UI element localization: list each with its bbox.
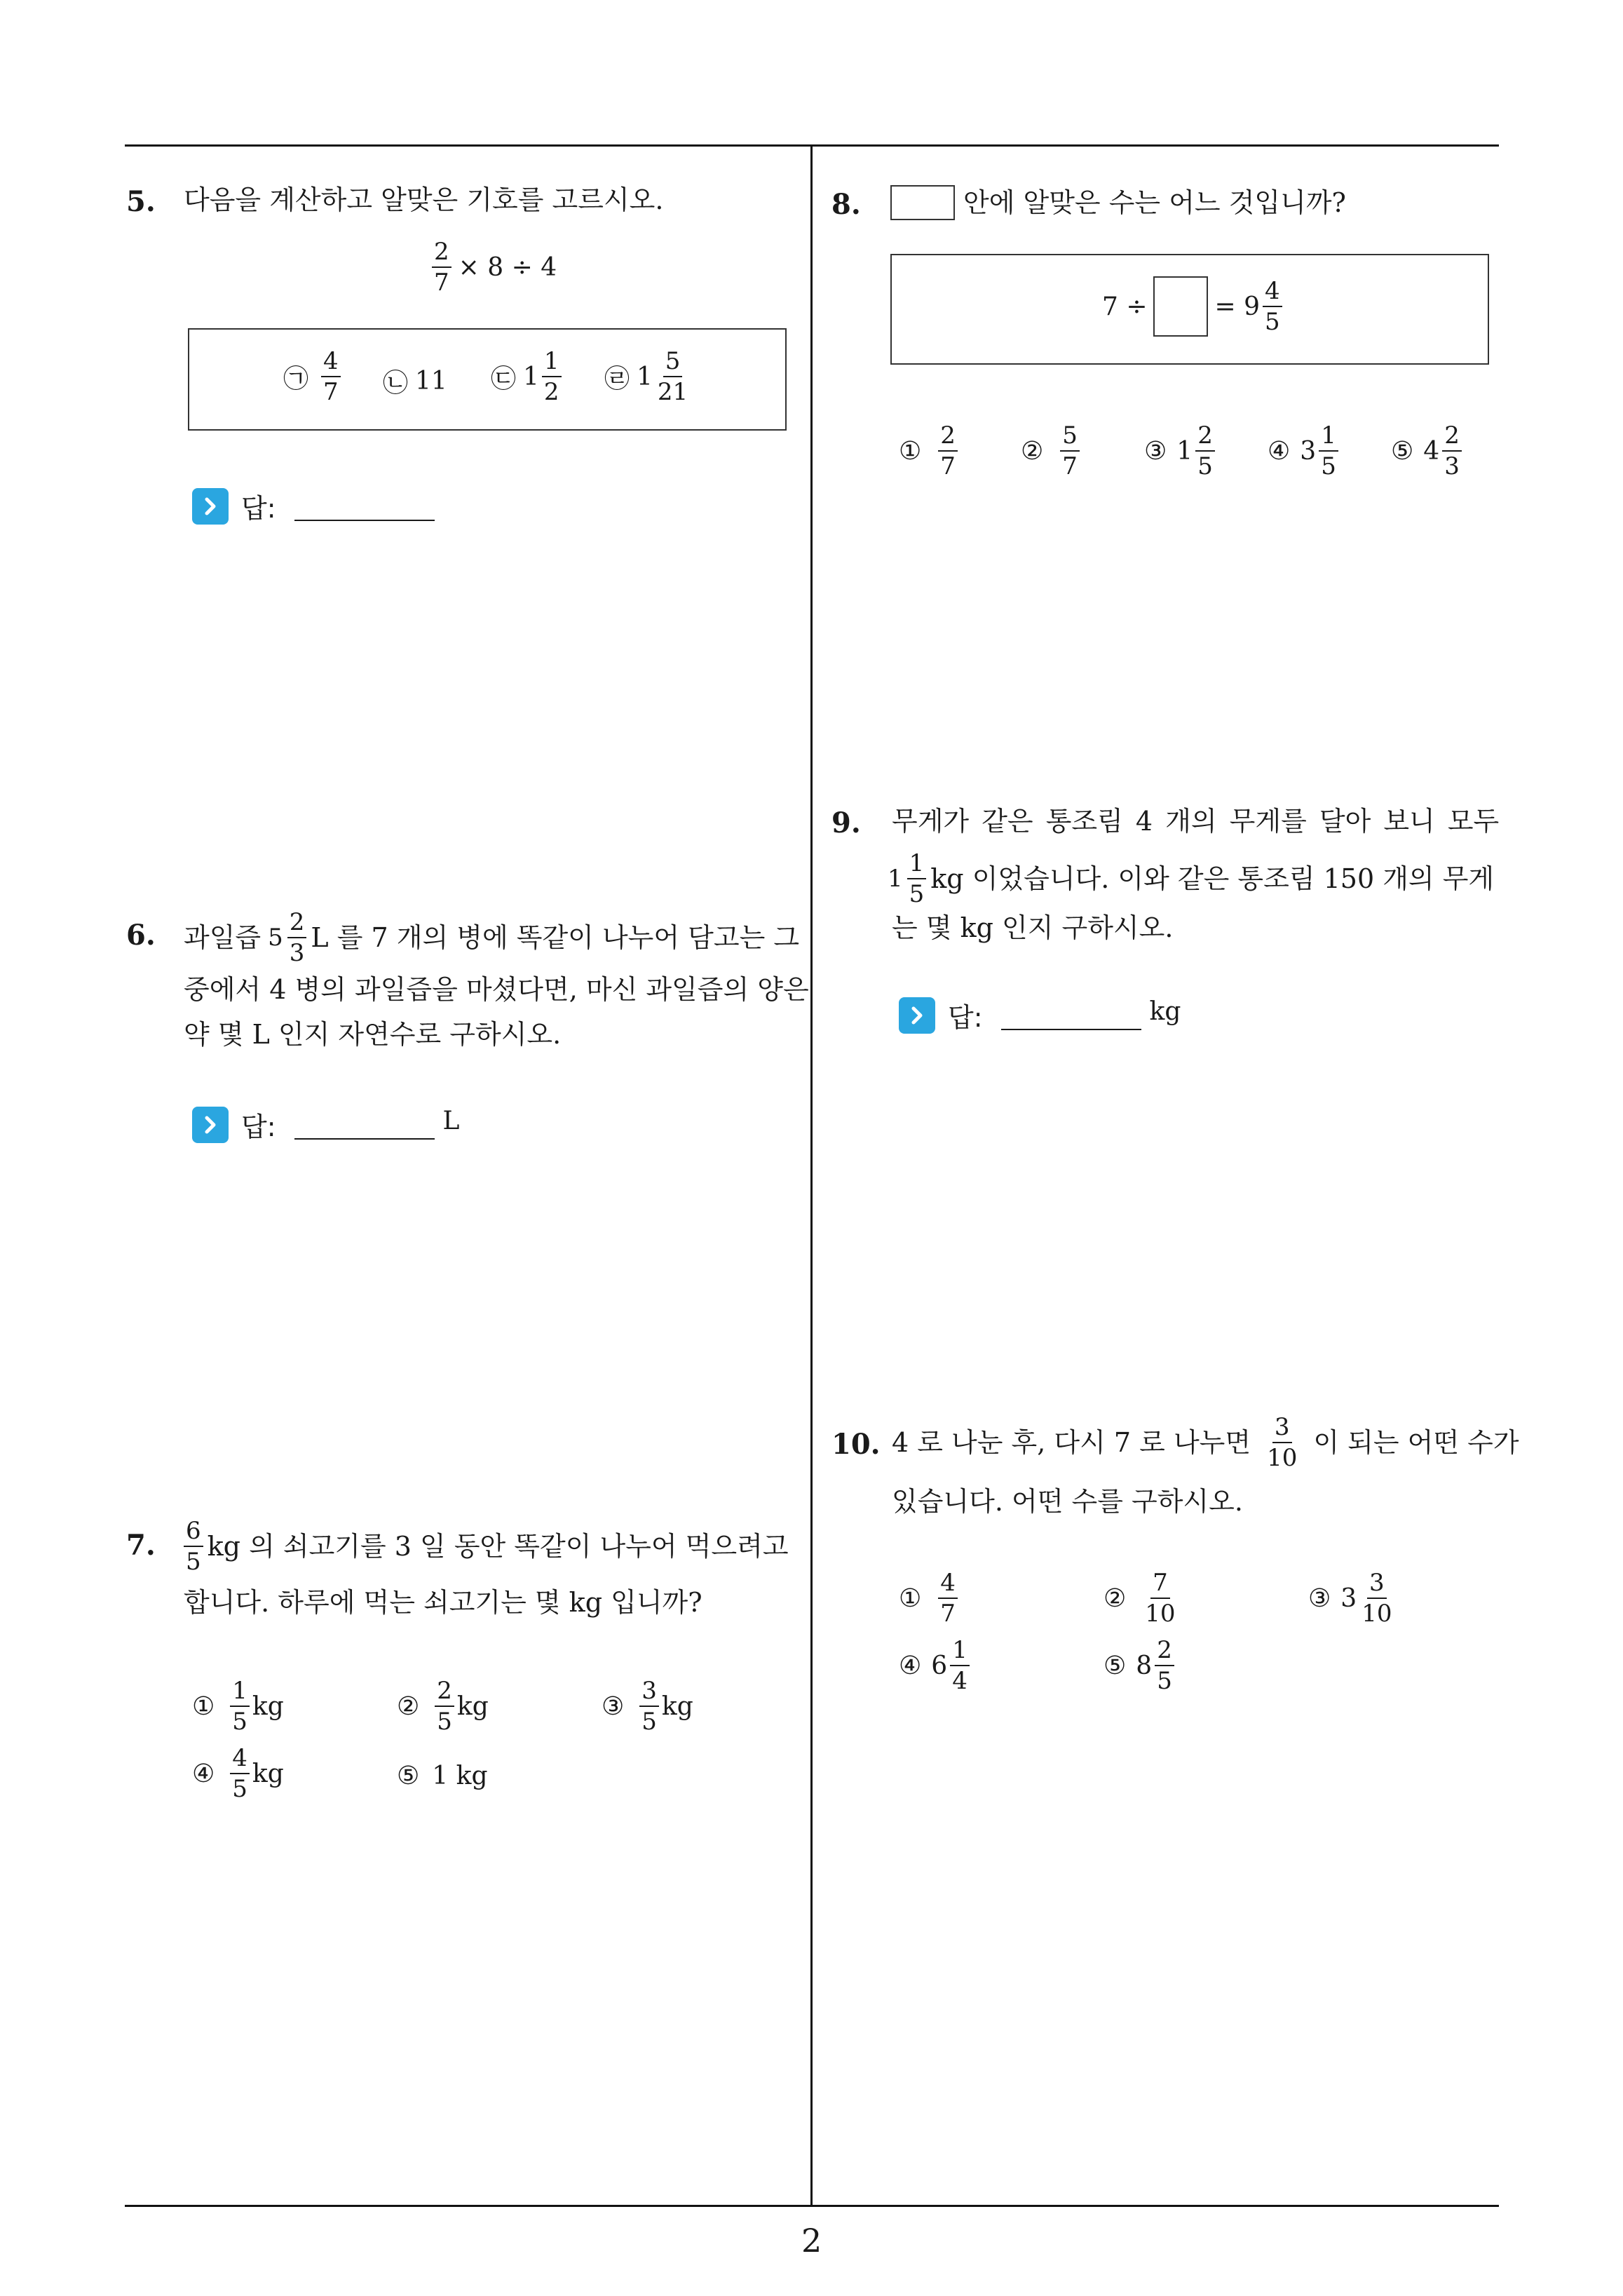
denominator: 7 (323, 378, 339, 406)
q5-option-1[interactable] (283, 348, 344, 405)
option-mark: ㉣ (604, 364, 630, 393)
q8-option-5[interactable] (1391, 422, 1465, 480)
numerator: 2 (435, 1677, 454, 1707)
chevron-right-icon (192, 488, 229, 525)
option-whole: 1 (1176, 436, 1193, 466)
q7-option-2[interactable] (397, 1677, 489, 1735)
q8-equation (1102, 276, 1285, 337)
q8-option-3[interactable] (1144, 422, 1218, 480)
answer-label: 답: (948, 1002, 983, 1033)
q10-fraction (1265, 1414, 1299, 1471)
denominator: 4 (952, 1667, 967, 1695)
q8-eq-fraction (1263, 278, 1282, 335)
q6-line1-post: L 를 7 개의 병에 똑같이 나누어 담고는 그 (311, 922, 800, 953)
q10-option-2[interactable] (1103, 1569, 1181, 1627)
option-unit: kg (661, 1691, 693, 1721)
option-fraction (1195, 422, 1215, 480)
q9-answer (899, 996, 1181, 1034)
numerator: 3 (639, 1677, 659, 1707)
numerator: 1 (230, 1677, 250, 1707)
option-fraction (435, 1677, 454, 1735)
option-fraction (938, 1569, 958, 1627)
option-mark: ③ (1144, 436, 1167, 466)
q9-line3: 는 몇 kg 인지 구하시오. (892, 912, 1174, 943)
option-mark: ① (899, 1583, 922, 1613)
option-whole: 8 (1136, 1651, 1153, 1680)
denominator: 3 (1444, 452, 1460, 480)
q6-answer (192, 1105, 459, 1144)
option-fraction (938, 422, 958, 480)
option-mark: ⑤ (1391, 436, 1414, 466)
option-fraction (230, 1745, 250, 1802)
option-unit: kg (456, 1691, 489, 1721)
option-whole: 1 (523, 362, 539, 391)
q5-option-2[interactable] (383, 363, 447, 399)
q10-option-5[interactable] (1103, 1637, 1177, 1694)
q5-option-3[interactable] (491, 348, 564, 405)
option-mark: ㉠ (283, 364, 309, 393)
q5-expression (429, 238, 557, 296)
q5-answer (192, 487, 443, 525)
page-number: 2 (801, 2222, 822, 2260)
q9-line1: 무게가 같은 통조림 4 개의 무게를 달아 보니 모두 (892, 806, 1500, 837)
q7-line2: 합니다. 하루에 먹는 쇠고기는 몇 kg 입니까? (184, 1587, 702, 1618)
q8-eq-blank[interactable] (1153, 276, 1208, 337)
numerator: 1 (1319, 422, 1338, 452)
option-whole: 3 (1300, 436, 1317, 466)
q6-number: 6. (126, 919, 156, 952)
denominator: 5 (909, 880, 925, 908)
q8-eq-left: 7 ÷ (1102, 292, 1148, 321)
denominator: 7 (1062, 452, 1078, 480)
denominator: 21 (657, 378, 688, 406)
answer-label: 답: (241, 1112, 276, 1142)
chevron-right-icon (899, 997, 935, 1034)
option-whole: 3 (1340, 1583, 1357, 1613)
option-value: 1 kg (432, 1762, 488, 1790)
q5-options-box (188, 328, 787, 431)
option-fraction (542, 348, 562, 405)
q10-line2: 있습니다. 어떤 수를 구하시오. (892, 1486, 1243, 1517)
option-whole: 4 (1423, 436, 1440, 466)
q10-line1-pre: 4 로 나눈 후, 다시 7 로 나누면 (892, 1427, 1251, 1458)
numerator: 4 (230, 1745, 250, 1774)
numerator: 1 (950, 1637, 970, 1666)
option-unit: kg (252, 1691, 284, 1721)
denominator: 5 (1197, 452, 1213, 480)
numerator: 3 (1367, 1569, 1387, 1599)
q10-line1-post: 이 되는 어떤 수가 (1313, 1427, 1519, 1458)
q6-line1-pre: 과일즙 (184, 922, 262, 953)
denominator: 5 (437, 1708, 452, 1736)
option-fraction (950, 1637, 970, 1694)
q9-number: 9. (831, 806, 861, 839)
denominator: 5 (232, 1708, 247, 1736)
option-mark: ② (1021, 436, 1044, 466)
q5-answer-field[interactable] (294, 492, 435, 521)
q7-fraction (184, 1518, 203, 1575)
denominator: 7 (940, 452, 956, 480)
option-mark: ① (192, 1691, 215, 1721)
q10-line1 (892, 1414, 1519, 1471)
q7-line1 (181, 1518, 789, 1575)
numerator: 5 (663, 348, 683, 377)
option-mark: ④ (899, 1651, 922, 1680)
numerator: 4 (321, 348, 341, 377)
q7-option-4[interactable] (192, 1745, 284, 1802)
whole: 5 (268, 924, 283, 952)
q5-option-4[interactable] (604, 348, 693, 405)
q5-expr-rest: × 8 ÷ 4 (458, 252, 557, 282)
answer-label: 답: (241, 493, 276, 524)
numerator: 4 (1263, 278, 1282, 307)
option-mark: ② (397, 1691, 420, 1721)
q7-option-5[interactable] (397, 1762, 488, 1790)
q8-option-1[interactable] (899, 422, 960, 480)
denominator: 3 (289, 939, 305, 967)
fraction (907, 850, 927, 907)
numerator: 6 (184, 1518, 203, 1547)
option-mark: ② (1103, 1583, 1127, 1613)
option-mark: ⑤ (1103, 1651, 1127, 1680)
denominator: 5 (641, 1708, 657, 1736)
q8-text: 안에 알맞은 수는 어느 것입니까? (963, 187, 1346, 218)
q7-option-1[interactable] (192, 1677, 284, 1735)
q9-line2-post: kg 이었습니다. 이와 같은 통조림 150 개의 무게 (930, 863, 1495, 894)
option-mark: ⑤ (397, 1762, 420, 1790)
numerator: 2 (1442, 422, 1462, 452)
option-fraction (1060, 422, 1080, 480)
option-fraction (1442, 422, 1462, 480)
denominator: 7 (940, 1600, 956, 1628)
q10-option-4[interactable] (899, 1637, 972, 1694)
q5-expr-fraction (432, 238, 451, 296)
numerator: 7 (1150, 1569, 1170, 1599)
option-fraction (656, 348, 690, 405)
chevron-right-icon (192, 1107, 229, 1143)
option-mark: ㉢ (491, 364, 517, 393)
q10-option-1[interactable] (899, 1569, 960, 1627)
option-mark: ③ (1308, 1583, 1331, 1613)
q6-unit: L (442, 1107, 460, 1135)
q7-line1-post: kg 의 쇠고기를 3 일 동안 똑같이 나누어 먹으려고 (207, 1531, 789, 1562)
denominator: 10 (1267, 1444, 1298, 1472)
q6-line1 (184, 909, 799, 966)
q5-number: 5. (126, 185, 156, 218)
q8-option-4[interactable] (1268, 422, 1341, 480)
fraction (287, 909, 307, 966)
numerator: 2 (1155, 1637, 1174, 1666)
option-fraction (639, 1677, 659, 1735)
denominator: 7 (434, 269, 449, 297)
q9-line2 (888, 850, 1494, 907)
option-whole: 1 (637, 362, 653, 391)
q8-blank-box (890, 185, 955, 220)
denominator: 5 (1157, 1667, 1172, 1695)
numerator: 4 (938, 1569, 958, 1599)
q8-line (890, 185, 1346, 220)
q8-eq-mid: = 9 (1214, 292, 1261, 321)
bottom-rule (125, 2205, 1499, 2207)
q8-option-2[interactable] (1021, 422, 1082, 480)
numerator: 2 (1195, 422, 1215, 452)
option-fraction (1155, 1637, 1174, 1694)
whole: 1 (888, 865, 903, 893)
denominator: 5 (232, 1775, 247, 1803)
denominator: 5 (1321, 452, 1336, 480)
option-fraction (321, 348, 341, 405)
q6-amount (268, 909, 309, 966)
option-whole: 6 (931, 1651, 948, 1680)
q6-answer-field[interactable] (294, 1110, 435, 1140)
denominator: 10 (1361, 1600, 1392, 1628)
option-fraction (230, 1677, 250, 1735)
q10-number: 10. (831, 1428, 881, 1461)
option-mark: ④ (1268, 436, 1291, 466)
numerator: 5 (1060, 422, 1080, 452)
q5-text: 다음을 계산하고 알맞은 기호를 고르시오. (184, 184, 664, 215)
denominator: 2 (543, 378, 559, 406)
numerator: 3 (1272, 1414, 1292, 1443)
option-unit: kg (252, 1759, 284, 1788)
numerator: 1 (542, 348, 562, 377)
option-fraction (1359, 1569, 1394, 1627)
q7-number: 7. (126, 1529, 156, 1562)
option-mark: ④ (192, 1759, 215, 1788)
q10-option-3[interactable] (1308, 1569, 1397, 1627)
denominator: 10 (1145, 1600, 1176, 1628)
option-fraction (1143, 1569, 1177, 1627)
option-fraction (1319, 422, 1338, 480)
q8-number: 8. (831, 188, 861, 221)
q9-unit: kg (1149, 997, 1181, 1026)
denominator: 5 (1265, 308, 1280, 336)
q6-line2: 중에서 4 병의 과일즙을 마셨다면, 마신 과일즙의 양은 (184, 974, 809, 1005)
numerator: 2 (287, 909, 307, 938)
numerator: 2 (938, 422, 958, 452)
q7-option-3[interactable] (602, 1677, 693, 1735)
numerator: 1 (907, 850, 927, 879)
column-divider (810, 144, 813, 2206)
option-value: 11 (415, 367, 447, 396)
option-mark: ③ (602, 1691, 625, 1721)
option-mark: ① (899, 436, 922, 466)
denominator: 5 (186, 1548, 201, 1576)
q6-line3: 약 몇 L 인지 자연수로 구하시오. (184, 1019, 562, 1050)
q9-answer-field[interactable] (1001, 1001, 1141, 1030)
option-mark: ㉡ (383, 369, 409, 398)
numerator: 2 (432, 238, 451, 268)
q9-amount (888, 850, 929, 907)
